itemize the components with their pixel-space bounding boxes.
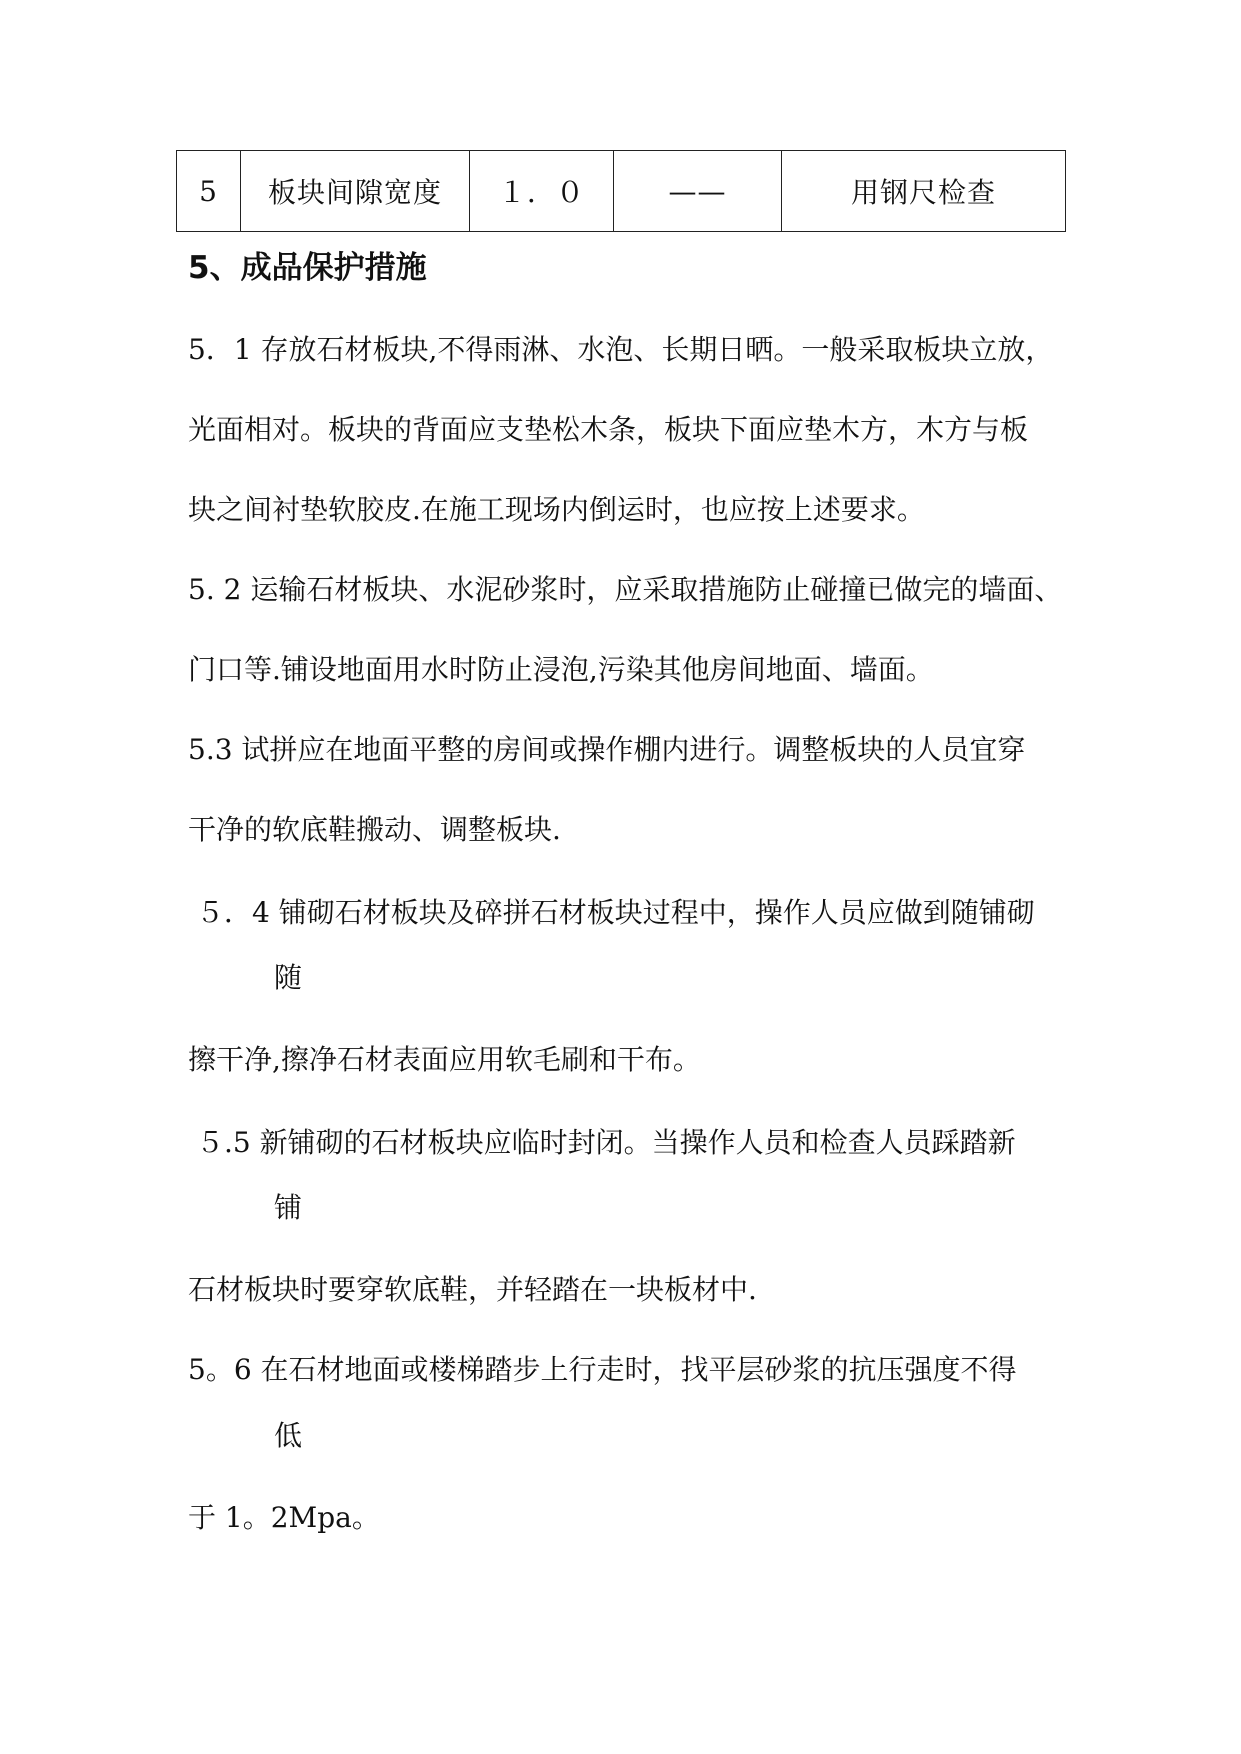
paragraph-line: 门口等.铺设地面用水时防止浸泡,污染其他房间地面、墙面。 [188, 653, 934, 686]
secondary-value-cell: —— [614, 151, 782, 232]
tolerance-value-cell: １．０ [470, 151, 614, 232]
item-name-cell: 板块间隙宽度 [241, 151, 470, 232]
paragraph-line: ５.5 新铺砌的石材板块应临时封闭。当操作人员和检查人员踩踏新 [196, 1126, 1016, 1159]
row-number-cell: 5 [177, 151, 241, 232]
paragraph-line: 于 1。2Mpa。 [188, 1501, 380, 1534]
paragraph-line: 低 [274, 1419, 303, 1452]
paragraph-line: 5. 2 运输石材板块、水泥砂浆时，应采取措施防止碰撞已做完的墙面、 [188, 573, 1063, 606]
paragraph-line: 5.3 试拼应在地面平整的房间或操作棚内进行。调整板块的人员宜穿 [188, 733, 1026, 766]
inspection-method-cell: 用钢尺检查 [782, 151, 1066, 232]
paragraph-line: 光面相对。板块的背面应支垫松木条，板块下面应垫木方，木方与板 [188, 413, 1029, 446]
paragraph-line: 5．1 存放石材板块,不得雨淋、水泡、长期日晒。一般采取板块立放， [188, 333, 1054, 366]
paragraph-line: 铺 [274, 1191, 303, 1224]
paragraph-line: 块之间衬垫软胶皮.在施工现场内倒运时，也应按上述要求。 [188, 493, 925, 526]
section-heading: 5、成品保护措施 [188, 250, 427, 286]
table-row [177, 151, 1066, 232]
paragraph-line: 随 [274, 961, 303, 994]
inspection-table [176, 150, 1066, 232]
paragraph-line: 干净的软底鞋搬动、调整板块. [188, 813, 561, 846]
paragraph-line: 擦干净,擦净石材表面应用软毛刷和干布。 [188, 1043, 701, 1076]
paragraph-line: 5。6 在石材地面或楼梯踏步上行走时，找平层砂浆的抗压强度不得 [188, 1353, 1017, 1386]
paragraph-line: 石材板块时要穿软底鞋，并轻踏在一块板材中. [188, 1273, 757, 1306]
paragraph-line: ５．4 铺砌石材板块及碎拼石材板块过程中，操作人员应做到随铺砌 [196, 896, 1035, 929]
